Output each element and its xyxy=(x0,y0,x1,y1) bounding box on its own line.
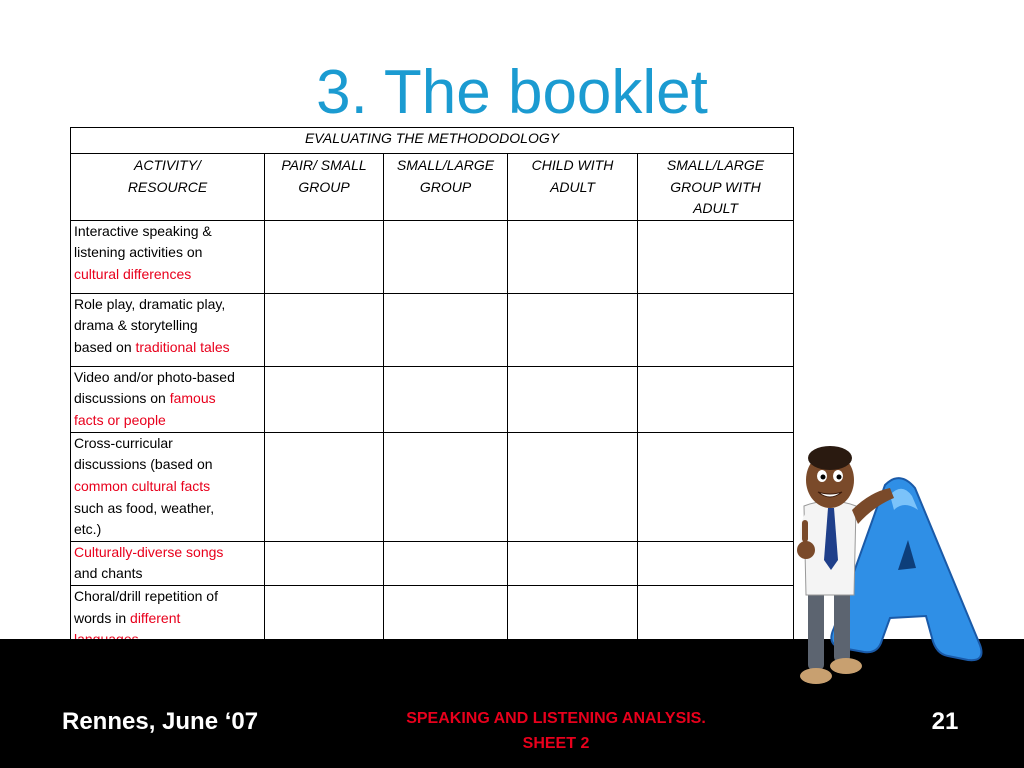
evaluation-cell[interactable] xyxy=(508,432,638,541)
methodology-table-container xyxy=(70,127,793,639)
evaluation-cell[interactable] xyxy=(265,366,384,432)
activity-text: Role play, dramatic play, xyxy=(74,295,226,312)
column-header-line: ADULT xyxy=(550,178,595,195)
table-row xyxy=(71,432,794,541)
activity-line xyxy=(74,315,261,337)
highlighted-text: different xyxy=(130,609,181,626)
activity-line xyxy=(74,586,261,608)
footer-location-date: Rennes, June ‘07 xyxy=(62,708,259,735)
table-row xyxy=(71,220,794,293)
evaluation-cell[interactable] xyxy=(384,220,508,293)
activity-line xyxy=(74,542,261,564)
column-header-line: SMALL/LARGE xyxy=(396,157,495,173)
evaluation-cell[interactable] xyxy=(638,293,794,366)
column-header-line: PAIR/ SMALL xyxy=(281,157,367,173)
evaluation-cell[interactable] xyxy=(638,366,794,432)
activity-line xyxy=(74,388,261,410)
activity-line xyxy=(74,242,261,264)
table-row xyxy=(71,293,794,366)
activity-line xyxy=(74,221,261,243)
activity-cell xyxy=(71,366,265,432)
table-header-row xyxy=(71,154,794,221)
column-header-line: CHILD WITH xyxy=(531,157,614,173)
evaluation-cell[interactable] xyxy=(265,293,384,366)
activity-text: discussions (based on xyxy=(74,456,213,473)
activity-text: drama & storytelling xyxy=(74,317,198,334)
activity-line xyxy=(74,476,261,498)
highlighted-text: traditional tales xyxy=(135,338,230,355)
evaluation-cell[interactable] xyxy=(384,541,508,585)
activity-line xyxy=(74,294,261,316)
activity-line xyxy=(74,410,261,432)
highlighted-text: famous xyxy=(169,390,216,407)
activity-text: Cross-curricular xyxy=(74,434,173,451)
activity-line xyxy=(74,608,261,630)
highlighted-text: cultural differences xyxy=(74,265,192,282)
column-header-line: ACTIVITY/ xyxy=(134,157,201,173)
highlighted-text: facts or people xyxy=(74,411,166,428)
activity-line xyxy=(74,337,261,359)
activity-cell xyxy=(71,541,265,585)
evaluation-cell[interactable] xyxy=(384,432,508,541)
table-body xyxy=(71,220,794,665)
methodology-table xyxy=(70,127,794,666)
column-header-line: RESOURCE xyxy=(127,178,208,195)
activity-line xyxy=(74,563,261,585)
activity-line xyxy=(74,433,261,455)
activity-text: Video and/or photo-based xyxy=(74,368,235,385)
table-row xyxy=(71,366,794,432)
activity-text: Interactive speaking & xyxy=(74,222,212,239)
activity-text: listening activities on xyxy=(74,244,203,261)
column-header-line: ADULT xyxy=(693,200,738,217)
column-header-0 xyxy=(71,154,265,221)
evaluation-cell[interactable] xyxy=(384,366,508,432)
page-number: 21 xyxy=(931,708,959,735)
highlighted-text: Culturally-diverse songs xyxy=(74,543,224,560)
mascot-illustration xyxy=(790,440,990,695)
table-row xyxy=(71,541,794,585)
column-header-line: SMALL/LARGE xyxy=(666,157,765,173)
activity-text: Choral/drill repetition of xyxy=(74,587,218,604)
activity-text: based on xyxy=(74,338,136,355)
column-header-line: GROUP xyxy=(298,178,350,195)
activity-text: discussions on xyxy=(74,390,170,407)
activity-line xyxy=(74,454,261,476)
evaluation-cell[interactable] xyxy=(265,432,384,541)
evaluation-cell[interactable] xyxy=(508,220,638,293)
footer-sheet-title-line2: SHEET 2 xyxy=(522,735,590,752)
activity-line xyxy=(74,519,261,541)
highlighted-text: common cultural facts xyxy=(74,477,211,494)
activity-line xyxy=(74,264,261,286)
activity-text: such as food, weather, xyxy=(74,499,215,516)
column-header-line: GROUP xyxy=(419,178,472,195)
evaluation-cell[interactable] xyxy=(638,432,794,541)
activity-cell xyxy=(71,220,265,293)
column-header-1 xyxy=(265,154,384,221)
slide-title: 3. The booklet xyxy=(316,58,708,127)
activity-text: words in xyxy=(74,609,131,626)
evaluation-cell[interactable] xyxy=(508,293,638,366)
activity-line xyxy=(74,498,261,520)
activity-cell xyxy=(71,293,265,366)
footer-sheet-title xyxy=(356,706,756,756)
column-header-2 xyxy=(384,154,508,221)
column-header-3 xyxy=(508,154,638,221)
activity-text: etc.) xyxy=(74,521,102,538)
activity-text: and chants xyxy=(74,565,143,582)
evaluation-cell[interactable] xyxy=(384,293,508,366)
column-header-line: GROUP WITH xyxy=(670,178,761,195)
evaluation-cell[interactable] xyxy=(265,541,384,585)
evaluation-cell[interactable] xyxy=(508,366,638,432)
table-caption: EVALUATING THE METHODODOLOGY xyxy=(71,128,794,154)
evaluation-cell[interactable] xyxy=(508,541,638,585)
column-header-4 xyxy=(638,154,794,221)
activity-line xyxy=(74,367,261,389)
activity-cell xyxy=(71,432,265,541)
evaluation-cell[interactable] xyxy=(638,541,794,585)
footer-sheet-title-line1: SPEAKING AND LISTENING ANALYSIS. xyxy=(406,710,706,727)
evaluation-cell[interactable] xyxy=(265,220,384,293)
evaluation-cell[interactable] xyxy=(638,220,794,293)
